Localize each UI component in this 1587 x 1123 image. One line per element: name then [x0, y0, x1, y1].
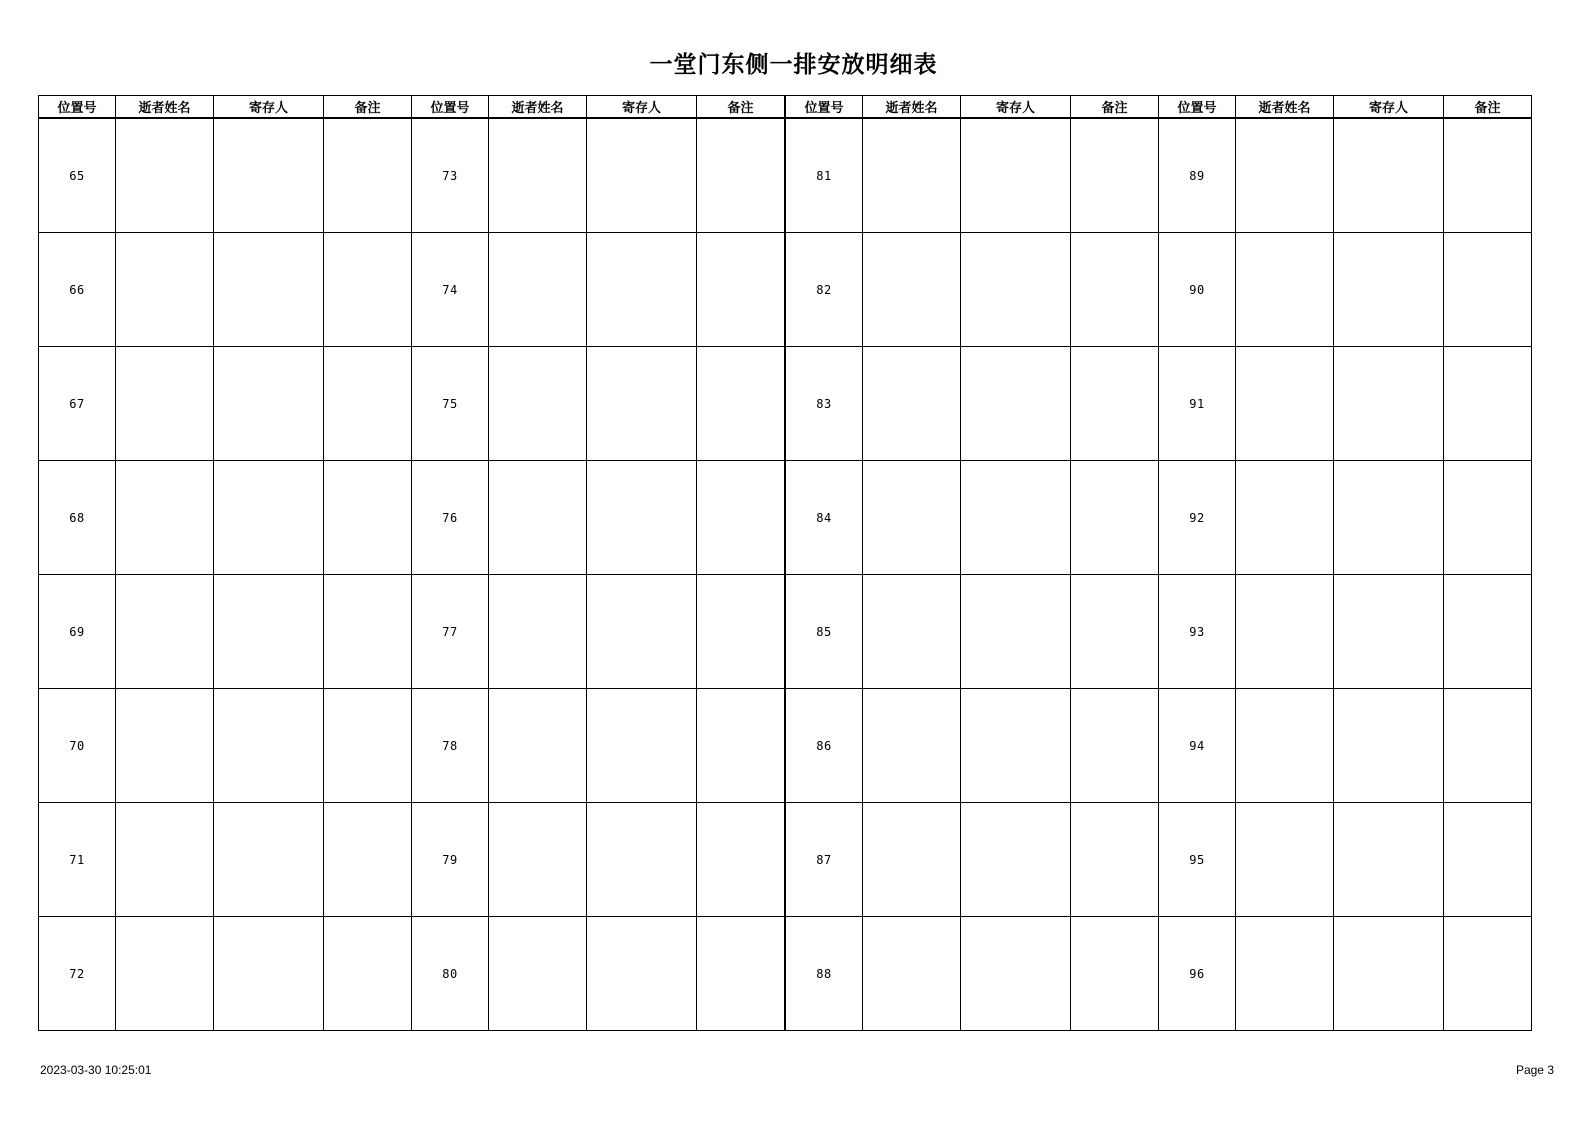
position-number-cell: 85	[786, 575, 863, 689]
depositor-cell	[214, 575, 324, 689]
table-row	[1159, 118, 1532, 233]
depositor-cell	[587, 689, 697, 803]
remarks-cell	[1071, 461, 1159, 575]
remarks-cell	[1444, 575, 1532, 689]
placement-table-block	[1158, 95, 1532, 1031]
table-row	[412, 803, 785, 917]
column-header-depositor: 寄存人	[1334, 96, 1444, 119]
remarks-cell	[1444, 917, 1532, 1031]
deceased-name-cell	[489, 803, 587, 917]
table-row	[786, 575, 1159, 689]
table-row	[786, 118, 1159, 233]
depositor-cell	[587, 118, 697, 233]
deceased-name-cell	[863, 917, 961, 1031]
table-row	[412, 689, 785, 803]
table-row	[39, 118, 412, 233]
depositor-cell	[1334, 917, 1444, 1031]
position-number-cell: 65	[39, 118, 116, 233]
position-number-cell: 70	[39, 689, 116, 803]
deceased-name-cell	[863, 803, 961, 917]
column-header-remarks: 备注	[1071, 96, 1159, 119]
remarks-cell	[1071, 803, 1159, 917]
table-row	[39, 575, 412, 689]
depositor-cell	[587, 347, 697, 461]
depositor-cell	[961, 461, 1071, 575]
remarks-cell	[324, 917, 412, 1031]
remarks-cell	[1071, 118, 1159, 233]
deceased-name-cell	[489, 689, 587, 803]
position-number-cell: 80	[412, 917, 489, 1031]
depositor-cell	[1334, 118, 1444, 233]
remarks-cell	[697, 803, 785, 917]
table-row	[1159, 461, 1532, 575]
depositor-cell	[961, 803, 1071, 917]
deceased-name-cell	[489, 347, 587, 461]
depositor-cell	[587, 803, 697, 917]
position-number-cell: 71	[39, 803, 116, 917]
position-number-cell: 86	[786, 689, 863, 803]
depositor-cell	[214, 689, 324, 803]
position-number-cell: 89	[1159, 118, 1236, 233]
position-number-cell: 73	[412, 118, 489, 233]
deceased-name-cell	[1236, 917, 1334, 1031]
placement-table-block	[38, 95, 412, 1031]
table-row	[412, 347, 785, 461]
remarks-cell	[324, 803, 412, 917]
position-number-cell: 92	[1159, 461, 1236, 575]
remarks-cell	[1444, 233, 1532, 347]
deceased-name-cell	[489, 575, 587, 689]
deceased-name-cell	[863, 233, 961, 347]
table-row	[786, 917, 1159, 1031]
remarks-cell	[1071, 917, 1159, 1031]
table-row	[1159, 575, 1532, 689]
position-number-cell: 82	[786, 233, 863, 347]
position-number-cell: 69	[39, 575, 116, 689]
depositor-cell	[214, 233, 324, 347]
column-header-position: 位置号	[786, 96, 863, 119]
deceased-name-cell	[1236, 575, 1334, 689]
position-number-cell: 83	[786, 347, 863, 461]
deceased-name-cell	[116, 803, 214, 917]
table-row	[412, 575, 785, 689]
table-row	[412, 461, 785, 575]
remarks-cell	[1444, 347, 1532, 461]
remarks-cell	[1444, 803, 1532, 917]
depositor-cell	[587, 917, 697, 1031]
table-row	[1159, 689, 1532, 803]
depositor-cell	[1334, 461, 1444, 575]
table-row	[412, 917, 785, 1031]
column-header-remarks: 备注	[324, 96, 412, 119]
remarks-cell	[1071, 575, 1159, 689]
placement-table-block	[785, 95, 1159, 1031]
column-header-remarks: 备注	[697, 96, 785, 119]
remarks-cell	[1444, 689, 1532, 803]
depositor-cell	[587, 233, 697, 347]
placement-tables	[38, 95, 1553, 1031]
table-header-row	[786, 96, 1159, 119]
depositor-cell	[214, 917, 324, 1031]
deceased-name-cell	[863, 575, 961, 689]
position-number-cell: 84	[786, 461, 863, 575]
print-timestamp: 2023-03-30 10:25:01	[40, 1063, 152, 1077]
position-number-cell: 72	[39, 917, 116, 1031]
deceased-name-cell	[489, 118, 587, 233]
remarks-cell	[1444, 461, 1532, 575]
table-row	[786, 689, 1159, 803]
depositor-cell	[587, 575, 697, 689]
position-number-cell: 78	[412, 689, 489, 803]
remarks-cell	[324, 461, 412, 575]
depositor-cell	[1334, 575, 1444, 689]
depositor-cell	[214, 461, 324, 575]
table-row	[39, 803, 412, 917]
depositor-cell	[961, 233, 1071, 347]
deceased-name-cell	[116, 917, 214, 1031]
deceased-name-cell	[863, 689, 961, 803]
position-number-cell: 77	[412, 575, 489, 689]
column-header-deceased-name: 逝者姓名	[1236, 96, 1334, 119]
remarks-cell	[697, 917, 785, 1031]
remarks-cell	[1071, 689, 1159, 803]
depositor-cell	[1334, 347, 1444, 461]
table-row	[786, 461, 1159, 575]
depositor-cell	[961, 347, 1071, 461]
deceased-name-cell	[116, 347, 214, 461]
depositor-cell	[961, 575, 1071, 689]
position-number-cell: 90	[1159, 233, 1236, 347]
deceased-name-cell	[116, 461, 214, 575]
remarks-cell	[324, 347, 412, 461]
deceased-name-cell	[489, 917, 587, 1031]
deceased-name-cell	[1236, 689, 1334, 803]
remarks-cell	[1071, 347, 1159, 461]
table-header-row	[412, 96, 785, 119]
column-header-depositor: 寄存人	[214, 96, 324, 119]
table-row	[1159, 347, 1532, 461]
remarks-cell	[1444, 118, 1532, 233]
deceased-name-cell	[1236, 118, 1334, 233]
remarks-cell	[324, 233, 412, 347]
position-number-cell: 67	[39, 347, 116, 461]
column-header-position: 位置号	[39, 96, 116, 119]
position-number-cell: 76	[412, 461, 489, 575]
deceased-name-cell	[1236, 461, 1334, 575]
table-row	[1159, 803, 1532, 917]
column-header-remarks: 备注	[1444, 96, 1532, 119]
table-row	[412, 118, 785, 233]
deceased-name-cell	[116, 689, 214, 803]
deceased-name-cell	[863, 347, 961, 461]
deceased-name-cell	[489, 461, 587, 575]
position-number-cell: 91	[1159, 347, 1236, 461]
position-number-cell: 79	[412, 803, 489, 917]
position-number-cell: 94	[1159, 689, 1236, 803]
column-header-deceased-name: 逝者姓名	[863, 96, 961, 119]
position-number-cell: 96	[1159, 917, 1236, 1031]
remarks-cell	[324, 575, 412, 689]
depositor-cell	[214, 347, 324, 461]
position-number-cell: 95	[1159, 803, 1236, 917]
depositor-cell	[587, 461, 697, 575]
deceased-name-cell	[489, 233, 587, 347]
depositor-cell	[214, 118, 324, 233]
position-number-cell: 74	[412, 233, 489, 347]
depositor-cell	[1334, 689, 1444, 803]
depositor-cell	[1334, 803, 1444, 917]
table-row	[39, 461, 412, 575]
depositor-cell	[214, 803, 324, 917]
deceased-name-cell	[116, 233, 214, 347]
remarks-cell	[697, 233, 785, 347]
remarks-cell	[324, 118, 412, 233]
position-number-cell: 68	[39, 461, 116, 575]
position-number-cell: 66	[39, 233, 116, 347]
position-number-cell: 81	[786, 118, 863, 233]
deceased-name-cell	[116, 118, 214, 233]
deceased-name-cell	[1236, 347, 1334, 461]
deceased-name-cell	[863, 118, 961, 233]
remarks-cell	[697, 689, 785, 803]
table-row	[786, 347, 1159, 461]
deceased-name-cell	[863, 461, 961, 575]
depositor-cell	[961, 917, 1071, 1031]
placement-table-block	[411, 95, 785, 1031]
remarks-cell	[697, 347, 785, 461]
page-title: 一堂门东侧一排安放明细表	[649, 51, 938, 78]
table-row	[1159, 917, 1532, 1031]
table-header-row	[39, 96, 412, 119]
deceased-name-cell	[1236, 803, 1334, 917]
table-row	[412, 233, 785, 347]
table-row	[39, 917, 412, 1031]
column-header-deceased-name: 逝者姓名	[116, 96, 214, 119]
table-row	[39, 689, 412, 803]
depositor-cell	[1334, 233, 1444, 347]
position-number-cell: 88	[786, 917, 863, 1031]
depositor-cell	[961, 118, 1071, 233]
column-header-deceased-name: 逝者姓名	[489, 96, 587, 119]
column-header-position: 位置号	[412, 96, 489, 119]
deceased-name-cell	[1236, 233, 1334, 347]
depositor-cell	[961, 689, 1071, 803]
column-header-depositor: 寄存人	[587, 96, 697, 119]
deceased-name-cell	[116, 575, 214, 689]
remarks-cell	[697, 118, 785, 233]
table-row	[39, 233, 412, 347]
table-header-row	[1159, 96, 1532, 119]
remarks-cell	[697, 575, 785, 689]
table-row	[39, 347, 412, 461]
table-row	[1159, 233, 1532, 347]
remarks-cell	[1071, 233, 1159, 347]
table-row	[786, 803, 1159, 917]
remarks-cell	[324, 689, 412, 803]
remarks-cell	[697, 461, 785, 575]
position-number-cell: 87	[786, 803, 863, 917]
column-header-position: 位置号	[1159, 96, 1236, 119]
column-header-depositor: 寄存人	[961, 96, 1071, 119]
page-number: Page 3	[1515, 1063, 1554, 1077]
position-number-cell: 75	[412, 347, 489, 461]
position-number-cell: 93	[1159, 575, 1236, 689]
table-row	[786, 233, 1159, 347]
